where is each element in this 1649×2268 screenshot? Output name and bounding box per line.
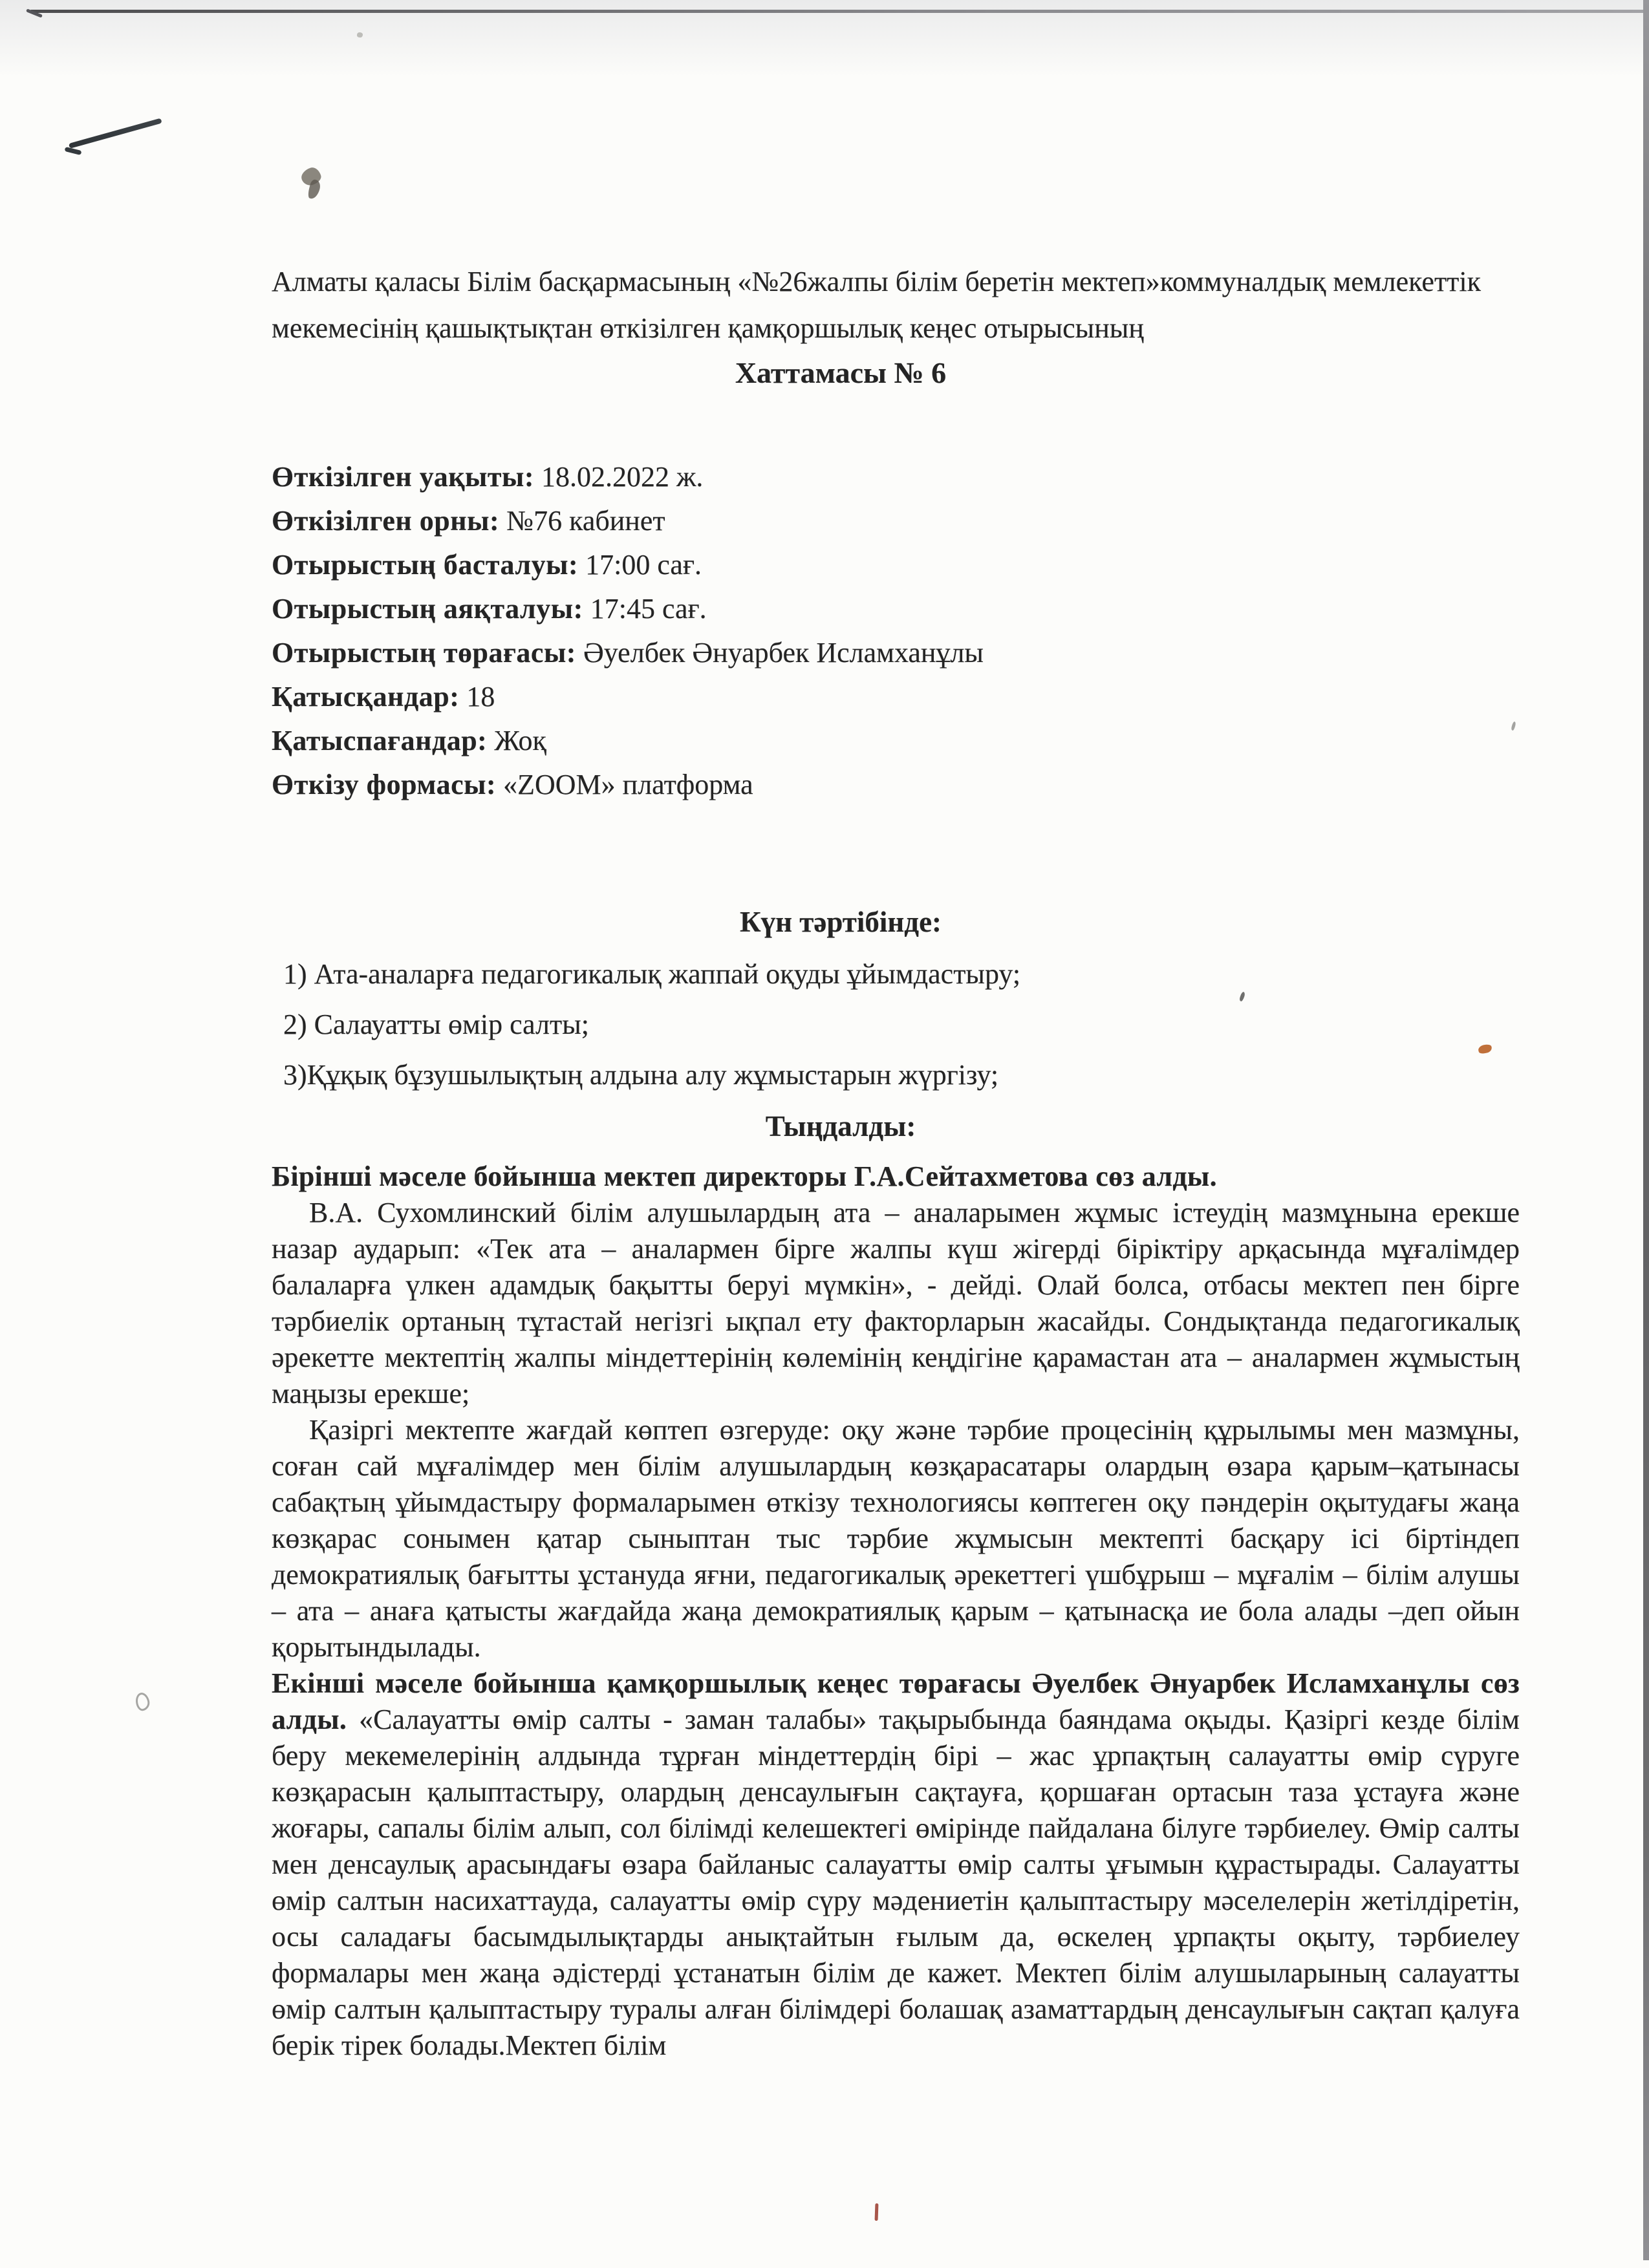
meta-row <box>272 763 1520 807</box>
meta-row <box>272 631 1520 675</box>
agenda-list <box>283 949 1520 1100</box>
scan-top-edge-line <box>30 10 1649 13</box>
section-lead-line <box>272 1159 1520 1195</box>
meta-value: 18 <box>459 681 495 712</box>
heard-heading: Тыңдалды: <box>765 1110 916 1142</box>
pen-stroke-hook-artifact <box>65 147 82 155</box>
margin-squiggle-artifact <box>134 1691 151 1712</box>
minutes-body <box>272 1159 1520 2064</box>
meta-value: Әуелбек Әнуарбек Исламханұлы <box>576 637 984 669</box>
agenda-item: 1) Ата-аналарға педагогикалық жаппай оқуды ұйымдастыру; <box>283 958 1021 990</box>
agenda-item: 3)Құқық бұзушылықтың алдына алу жұмыстарын жүргізу; <box>283 1059 999 1091</box>
meta-label: Қатысқандар: <box>272 681 460 712</box>
meta-row <box>272 455 1520 499</box>
document-header: Алматы қаласы Білім басқармасының «№26жалпы білім беретін мектеп»коммуналдық мемлекеттік мекемесінің қашықтықтан өткізілген қамқоршылық кеңес отырысының <box>272 266 1481 344</box>
meta-label: Қатыспағандар: <box>272 725 488 756</box>
pen-stroke-artifact <box>69 118 162 149</box>
meta-row <box>272 719 1520 763</box>
meta-value: 18.02.2022 ж. <box>534 461 704 493</box>
meta-block <box>272 455 1520 807</box>
agenda-heading: Күн тәртібінде: <box>739 906 942 938</box>
meta-value: «ZOOM» платформа <box>496 769 753 800</box>
section-paragraph: Қазіргі мектепте жағдай көптеп өзгеруде: оқу және тәрбие процесінің құрылымы мен мазмұны, соған сай мұғалімдер мен білім алушылардың көзқарасатары олардың өзара қарым–қатынасы сабақтың ұйымдастыру формаларымен өткізу технологиясы көптеген оқу пәндерін оқытудағы жаңа көзқарас сонымен қатар сыныптан тыс тәрбие жұмысын мектепті басқару ісі біртіндеп демократиялық бағытты ұстануда яғни, педагогикалық әрекеттегі үшбұрыш – мұғалім – білім алушы – ата – анаға қатысты жағдайда жаңа демократиялық қарым – қатынасқа ие бола алады –деп ойын қорытындылады. <box>272 1414 1520 1663</box>
section-lead: Екінші мәселе бойынша қамқоршылық кеңес төрағасы Әуелбек Әнуарбек Исламханұлы сөз алды. <box>272 1667 1520 1735</box>
meta-label: Өткізу формасы: <box>272 769 497 800</box>
meta-row <box>272 499 1520 543</box>
section-paragraph: В.А. Сухомлинский білім алушылардың ата – аналарымен жұмыс істеудің мазмұнына ерекше назар аударып: «Тек ата – аналармен бірге жалпы күш жігерді біріктіру арқасында мұғалімдер балаларға үлкен адамдық бақытты беруі мүмкін», - дейді. Олай болса, отбасы мектеп пен бірге тәрбиелік ортаның тұтастай негізгі ықпал ету факторларын жасайды. Сондықтанда педагогикалық әрекетте мектептің жалпы міндеттерінің көлемінің кеңдігіне қарамастан ата – аналармен жұмыстың маңызы ерекше; <box>272 1197 1520 1409</box>
meta-label: Өткізілген уақыты: <box>272 461 535 493</box>
meta-label: Өткізілген орны: <box>272 505 500 537</box>
protocol-title: Хаттамасы № 6 <box>735 356 947 389</box>
meta-label: Отырыстың басталуы: <box>272 549 579 581</box>
meta-value: 17:45 сағ. <box>583 593 707 625</box>
meta-value: Жоқ <box>487 725 546 756</box>
meta-value: 17:00 сағ. <box>578 549 702 581</box>
meta-label: Отырыстың төрағасы: <box>272 637 576 669</box>
section-lead: Бірінші мәселе бойынша мектеп директоры Г.А.Сейтахметова сөз алды. <box>272 1161 1217 1192</box>
meta-label: Отырыстың аяқталуы: <box>272 593 583 625</box>
meta-row <box>272 675 1520 719</box>
section-paragraph: Екінші мәселе бойынша қамқоршылық кеңес төрағасы Әуелбек Әнуарбек Исламханұлы сөз алды. «Салауатты өмір салты - заман талабы» тақырыбында баяндама оқыды. Қазіргі кезде білім беру мекемелерінің алдында тұрған міндеттердің бірі – жас ұрпақтың салауатты өмір сүруге көзқарасын қалыптастыру, олардың денсаулығын сақтауға, қоршаған ортасын таза ұстауға және жоғары, сапалы білім алып, сол білімді келешектегі өмірінде пайдалана білуге тәрбиелеу. Өмір салты мен денсаулық арасындағы өзара байланыс салауатты өмір салты ұғымын құрастырады. Салауатты өмір салтын насихаттауда, салауатты өмір сүру мәдениетін қалыптастыру мәселелерін жетілдіретін, осы саладағы басымдылықтарды анықтайтын ғылым да, өскелең ұрпақты оқыту, тәрбиелеу формалары мен жаңа әдістерді ұстанатын білім де кажет. Мектеп білім алушыларының салауатты өмір салтын қалыптастыру туралы алған білімдері болашақ азаматтардың денсаулығын сақтап қалуға берік тірек болады.Мектеп білім <box>272 1667 1520 2061</box>
scan-right-edge-strip <box>1643 0 1649 2260</box>
paper-speck-top <box>357 32 363 37</box>
meta-row <box>272 543 1520 587</box>
meta-value: №76 кабинет <box>499 505 665 537</box>
red-ink-tick <box>875 2203 879 2221</box>
meta-row <box>272 587 1520 631</box>
agenda-item: 2) Салауатты өмір салты; <box>283 1009 590 1040</box>
